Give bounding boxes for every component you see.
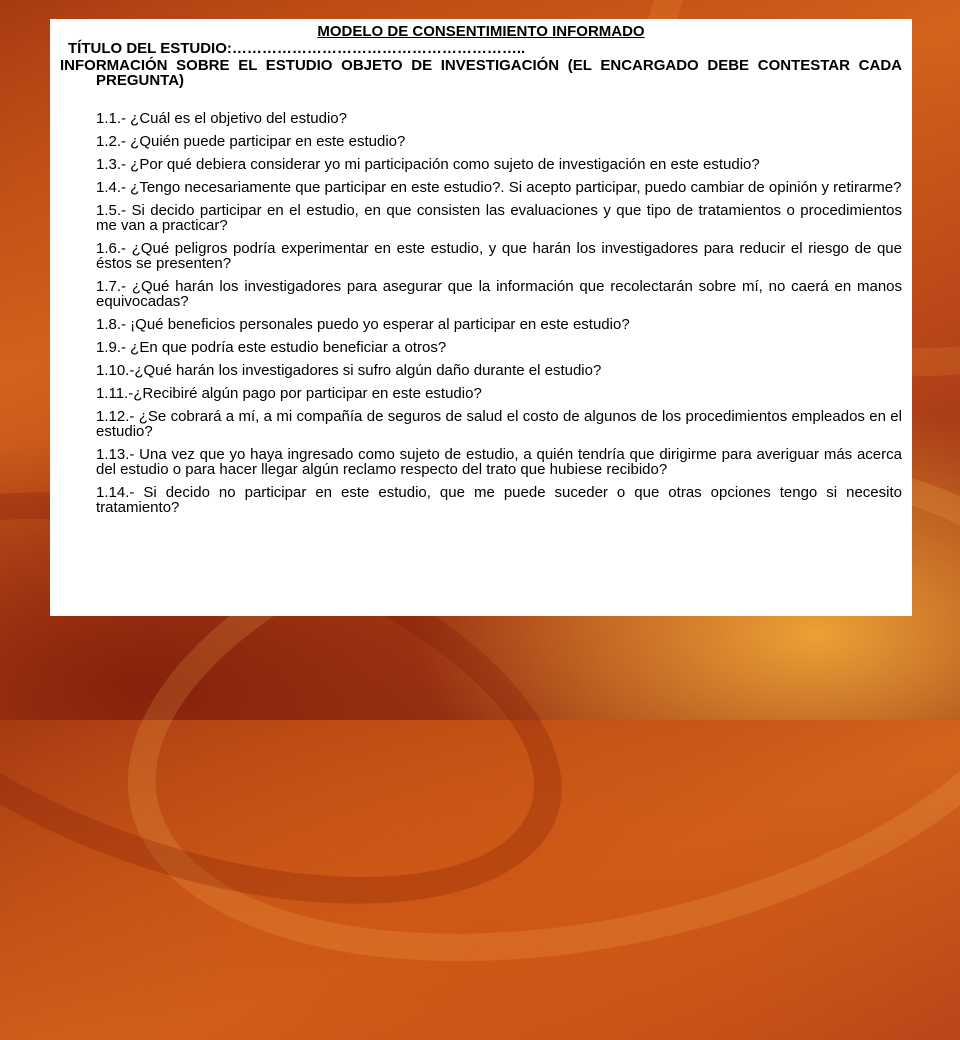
- document-heading: MODELO DE CONSENTIMIENTO INFORMADO: [317, 23, 645, 40]
- question-1-10: 1.10.-¿Qué harán los investigadores si sufro algún daño durante el estudio?: [96, 362, 602, 379]
- question-1-14: 1.14.- Si decido no participar en este estudio, que me puede suceder o que otras opciones tengo si necesito tratamiento?: [96, 484, 902, 516]
- question-1-3: 1.3.- ¿Por qué debiera considerar yo mi participación como sujeto de investigación en este estudio?: [96, 156, 760, 173]
- question-1-2: 1.2.- ¿Quién puede participar en este estudio?: [96, 133, 406, 150]
- study-title-label: TÍTULO DEL ESTUDIO:…………………………………………………..: [68, 40, 526, 57]
- question-1-12: 1.12.- ¿Se cobrará a mí, a mi compañía de seguros de salud el costo de algunos de los procedimientos empleados en el estudio?: [96, 408, 902, 440]
- question-1-5: 1.5.- Si decido participar en el estudio, en que consisten las evaluaciones y que tipo de tratamientos o procedimientos me van a practicar?: [96, 202, 902, 234]
- question-1-4: 1.4.- ¿Tengo necesariamente que participar en este estudio?. Si acepto participar, puedo cambiar de opinión y retirarme?: [96, 179, 902, 196]
- document-panel: [50, 19, 912, 616]
- question-list: [60, 111, 902, 515]
- question-1-8: 1.8.- ¡Qué beneficios personales puedo yo esperar al participar en este estudio?: [96, 316, 630, 333]
- section-title-text: INFORMACIÓN SOBRE EL ESTUDIO OBJETO DE INVESTIGACIÓN (EL ENCARGADO DEBE CONTESTAR CADA PREGUNTA): [60, 57, 902, 89]
- question-1-11: 1.11.-¿Recibiré algún pago por participar en este estudio?: [96, 385, 482, 402]
- question-1-1: 1.1.- ¿Cuál es el objetivo del estudio?: [96, 110, 347, 127]
- question-1-13: 1.13.- Una vez que yo haya ingresado como sujeto de estudio, a quién tendría que dirigirme para averiguar más acerca del estudio o para hacer llegar algún reclamo respecto del trato que hubiese recibido?: [96, 446, 902, 478]
- question-1-9: 1.9.- ¿En que podría este estudio beneficiar a otros?: [96, 339, 447, 356]
- section-title: [60, 58, 902, 88]
- question-1-6: 1.6.- ¿Qué peligros podría experimentar en este estudio, y que harán los investigadores para reducir el riesgo de que éstos se presenten?: [96, 240, 902, 272]
- question-1-7: 1.7.- ¿Qué harán los investigadores para asegurar que la información que recolectarán sobre mí, no caerá en manos equivocadas?: [96, 278, 902, 310]
